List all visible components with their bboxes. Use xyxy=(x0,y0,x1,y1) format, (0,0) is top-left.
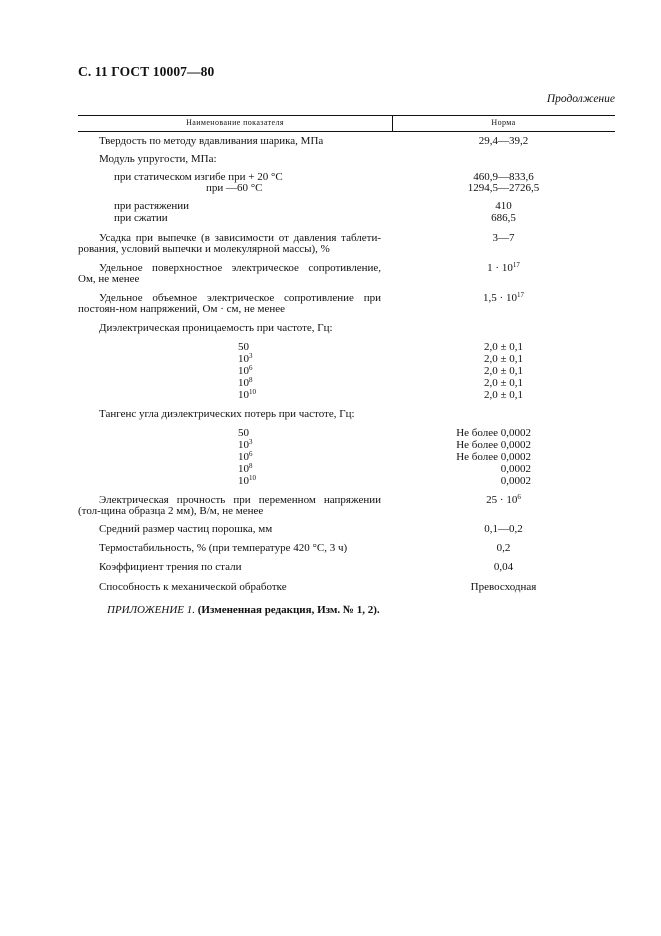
param-base: 10 xyxy=(238,475,249,487)
norm-cell: 2,0 ± 0,1 xyxy=(483,341,524,353)
param-cell: 50 xyxy=(238,341,249,353)
norm-cell: Превосходная xyxy=(470,581,537,593)
norm-cell: 460,9—833,6 xyxy=(473,171,534,183)
norm-cell: 1294,5—2726,5 xyxy=(467,182,540,194)
norm-base: 1,5 · 10 xyxy=(483,292,517,304)
param-cell: при статическом изгибе при + 20 °С xyxy=(114,171,283,183)
param-cell: Диэлектрическая проницаемость при частоте, Гц: xyxy=(99,322,333,334)
param-cell: Модуль упругости, МПа: xyxy=(99,153,217,165)
norm-cell: 2,0 ± 0,1 xyxy=(483,353,524,365)
norm-cell: 0,1—0,2 xyxy=(484,523,523,535)
norm-cell xyxy=(392,263,615,274)
param-cell: Способность к механической обработке xyxy=(99,581,287,593)
norm-cell: 0,04 xyxy=(493,561,514,573)
norm-cell: 2,0 ± 0,1 xyxy=(483,377,524,389)
param-exponent: 8 xyxy=(249,462,253,470)
param-cell: Усадка при выпечке (в зависимости от давления таблети-рования, условий выпечки и молекулярной массы), % xyxy=(78,232,381,256)
norm-base: 1 · 10 xyxy=(487,262,513,274)
param-exponent: 8 xyxy=(249,376,253,384)
param-cell: при —60 °С xyxy=(206,182,263,194)
norm-cell: 29,4—39,2 xyxy=(478,135,529,147)
param-base: 10 xyxy=(238,439,249,451)
page-title: С. 11 ГОСТ 10007—80 xyxy=(78,64,215,79)
param-cell: Термостабильность, % (при температуре 420 °С, 3 ч) xyxy=(99,542,348,554)
param-cell xyxy=(78,476,541,487)
param-base: 10 xyxy=(238,365,249,377)
param-cell: Коэффициент трения по стали xyxy=(99,561,242,573)
footnote-text: (Измененная редакция, Изм. № 1, 2). xyxy=(197,604,380,616)
norm-cell xyxy=(392,293,615,304)
param-exponent: 3 xyxy=(249,438,253,446)
norm-exponent: 17 xyxy=(512,261,520,269)
param-cell: при сжатии xyxy=(114,212,168,224)
norm-cell: Не более 0,0002 xyxy=(456,427,531,439)
param-exponent: 10 xyxy=(249,388,256,396)
norm-cell: 686,5 xyxy=(491,212,516,224)
param-cell: Удельное объемное электрическое сопротивление при постоян-ном напряжений, Ом · см, не менее xyxy=(78,292,381,316)
norm-cell: 2,0 ± 0,1 xyxy=(483,389,524,401)
norm-cell: 410 xyxy=(495,200,512,212)
param-exponent: 10 xyxy=(249,474,256,482)
footnote xyxy=(107,604,380,616)
norm-exponent: 6 xyxy=(517,493,521,501)
norm-cell: 0,0002 xyxy=(500,463,531,475)
footnote-label: ПРИЛОЖЕНИЕ 1. xyxy=(107,604,195,616)
norm-cell: 3—7 xyxy=(492,232,515,244)
param-base: 10 xyxy=(238,389,249,401)
param-cell: Твердость по методу вдавливания шарика, МПа xyxy=(99,135,324,147)
param-cell: Средний размер частиц порошка, мм xyxy=(99,523,273,535)
param-base: 10 xyxy=(238,463,249,475)
continuation-label: Продолжение xyxy=(546,93,615,105)
norm-base: 25 · 10 xyxy=(486,494,518,506)
norm-exponent: 17 xyxy=(516,291,524,299)
param-exponent: 6 xyxy=(249,364,253,372)
column-header-parameter: Наименование показателя xyxy=(186,118,284,127)
norm-cell: 0,0002 xyxy=(500,475,531,487)
norm-cell xyxy=(392,495,615,506)
norm-cell: 0,2 xyxy=(496,542,511,554)
norm-cell: 2,0 ± 0,1 xyxy=(483,365,524,377)
param-base: 10 xyxy=(238,353,249,365)
param-cell: Тангенс угла диэлектрических потерь при частоте, Гц: xyxy=(99,408,355,420)
param-cell: при растяжении xyxy=(114,200,190,212)
param-cell: Электрическая прочность при переменном напряжении (тол-щина образца 2 мм), В/м, не менее xyxy=(78,494,381,518)
param-cell xyxy=(78,464,541,475)
table-top-rule xyxy=(78,115,615,116)
param-base: 10 xyxy=(238,451,249,463)
param-exponent: 3 xyxy=(249,352,253,360)
param-cell: 50 xyxy=(238,427,249,439)
column-header-norm: Норма xyxy=(491,118,516,127)
param-cell: Удельное поверхностное электрическое сопротивление, Ом, не менее xyxy=(78,262,381,286)
table-header-rule xyxy=(78,131,615,132)
norm-cell: Не более 0,0002 xyxy=(456,439,531,451)
norm-cell: Не более 0,0002 xyxy=(456,451,531,463)
param-base: 10 xyxy=(238,377,249,389)
param-exponent: 6 xyxy=(249,450,253,458)
